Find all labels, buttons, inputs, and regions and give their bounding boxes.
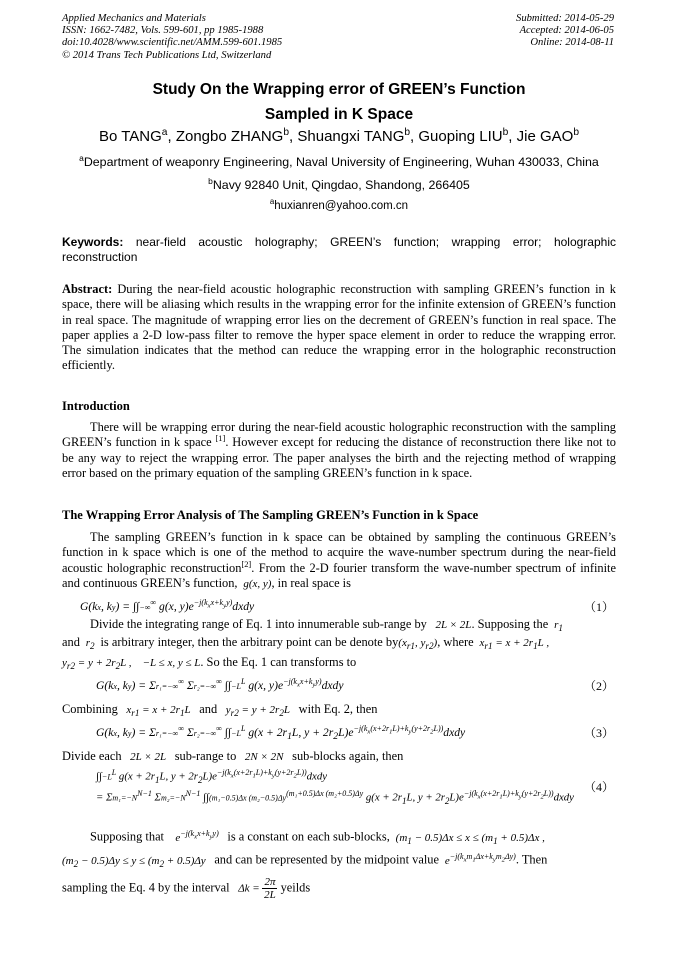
affiliation-a: $^a$Department of weaponry Engineering, Naval University of Engineering, Wuhan 430033, China xyxy=(79,152,599,169)
author-affil-sup: b xyxy=(502,127,509,138)
paper-title-line-1: Study On the Wrapping error of GREEN’s Function xyxy=(152,81,526,98)
doi-line: doi:10.4028/www.scientific.net/AMM.599-601.1985 xyxy=(62,37,283,49)
author-name: Jie GAO xyxy=(516,128,574,145)
text-line: and $r_2$ is arbitrary integer, then the arbitrary point can be denote $by(x_{r1}$, $y_{r2}$), where $x_{r1} = x + 2r_1L$ , xyxy=(62,635,550,652)
author-name: Bo TANG xyxy=(98,128,162,145)
equation-number-3: （3） xyxy=(583,726,614,740)
author-name: Guoping LIU xyxy=(418,128,503,145)
text-line: Supposing that $e^{-j(k_xx+k_yy)}$ is a constant on each sub-blocks, $(m_1 - 0.5)\Delta x \le x \le (m_1 + 0.5)\Delta x$ , xyxy=(90,829,545,846)
keywords-label: Keywords: xyxy=(62,235,124,249)
abstract-label: Abstract: xyxy=(62,282,113,296)
equation-2: G(kx, ky) = Σr₁=−∞∞ Σr₂=−∞∞ $\int\int-L^L$ g(x, $y)e^{-j(k_xx+k_yy)}dxdy$ xyxy=(96,677,344,692)
author-list: Bo TANG$^a$, Zongbo ZHANG$^b$, Shuangxi TANG$^b$, Guoping LIU$^b$, Jie GAO$^b$ xyxy=(98,127,579,145)
citation-ref: [1] xyxy=(215,433,226,444)
keywords-text: near-field acoustic holography; GREEN’s function; wrapping error; holographic reconstruction xyxy=(62,235,616,264)
equation-number-2: （2） xyxy=(583,679,614,693)
author-affil-sup: b xyxy=(404,127,411,138)
author-name: Shuangxi TANG xyxy=(297,128,405,145)
equation-1: G(kx, ky) = ∫∫−∞∞ g(x, $y)e^{-j(k_xx+k_yy)}dxdy$ xyxy=(80,598,255,613)
author-affil-sup: b xyxy=(283,127,290,138)
copyright-line: © 2014 Trans Tech Publications Ltd, Switzerland xyxy=(62,49,272,61)
affiliation-b: $^b$Navy 92840 Unit, Qingdao, Shandong, 266405 xyxy=(208,175,470,192)
fraction-2pi-over-2L: $\frac{2\pi}{2L}$ xyxy=(264,876,276,901)
text-line: Divide the integrating range of Eq. 1 into innumerable sub-range by 2L × 2L. Supposing the $r_1$ xyxy=(90,617,563,634)
author-name: Zongbo ZHANG xyxy=(175,128,284,145)
abstract xyxy=(62,282,616,374)
equation-4-line-1: $\int\int-L^L$ $g(x + 2r_1L$, $y + 2r_2L)e^{-j(k_x(x+2r_1L)+k_y(y+2r_2L))}dxdy$ xyxy=(96,768,328,785)
equation-4-line-2: = $\Sigma m_1=-N^{N-1}$ $\Sigma m_2=-N^{N-1}$ ∫∫(m₁−0.5)Δx $(m_2-0.5)\Delta y^{(m_1+0.5)\Delta x (m_2+0.5)\Delta y}$ $g(x + 2r_1L$, $y + 2r_2L)e^{-j(k_x(x+2r_1L)+k_y(y+2r_2L))}dxdy$ xyxy=(96,789,574,806)
equation-3: G(kx, ky) = Σr₁=−∞∞ Σr₂=−∞∞ $\int\int-L^L$ $g(x + 2r_1L$, $y + 2r_2L)e^{-j(k_x(x+2r_1L)+k_y(y+2r_2L))}dxdy$ xyxy=(96,724,466,743)
text-line: $(m_2 - 0.5)\Delta y \le y \le (m_2 + 0.5)\Delta y$ and can be represented by the midpoint value $e^{-j(k_xm_1\Delta x+k_ym_2\Delta y)}$. Then xyxy=(62,852,548,869)
abstract-text: During the near-field acoustic holographic reconstruction with sampling GREEN’s function in k space, there will be aliasing which results in the wrapping error for the infinite extension of GREEN’s function in real space. The magnitude of wrapping error lies on the decrement of GREEN’s function in real space. The paper applies a 2-D low-pass filter to remove the hyper space element in order to reduce the wrapping error. The simulation indicates that the method can reduce the wrapping error in the holographic reconstruction efficiently. xyxy=(62,282,616,373)
text-line: sampling the Eq. 4 by the interval Δk = $\frac{2\pi}{2L}$ yeilds xyxy=(62,876,311,901)
email-address: huxianren@yahoo.com.cn xyxy=(274,200,409,212)
text-line: $y_{r2} = y + 2r_2L$ , −L ≤ x, y ≤ L. So the Eq. 1 can transforms to xyxy=(62,655,357,672)
section-2-paragraph-1: The sampling GREEN’s function in k space can be obtained by sampling the continuous GREEN’s function in k space which is one of the method to acquire the wave-number spectrum during the near-field acoustic holographic reconstruction[2]. From the 2-D fourier transform the wave-number spectrum of infinite and continuous GREEN’s function, g(x, y), in real space is xyxy=(62,530,616,590)
dates-info xyxy=(516,13,614,50)
citation-ref: [2] xyxy=(241,558,252,569)
equation-number-4: （4） xyxy=(583,780,614,794)
math-inline: g(x, y) xyxy=(240,577,272,590)
intro-heading: Introduction xyxy=(62,399,130,413)
text-line: Divide each 2L × 2L sub-range to 2N × 2N sub-blocks again, then xyxy=(62,749,404,763)
section-2-heading: The Wrapping Error Analysis of The Sampling GREEN’s Function in k Space xyxy=(62,508,479,522)
issn-line: ISSN: 1662-7482, Vols. 599-601, pp 1985-1988 xyxy=(62,25,264,37)
keywords xyxy=(62,235,616,265)
paper-title-line-2: Sampled in K Space xyxy=(264,106,414,123)
journal-info xyxy=(62,13,282,62)
equation-number-1: （1） xyxy=(583,600,614,614)
online-date: Online: 2014-08-11 xyxy=(530,37,614,49)
intro-paragraph: There will be wrapping error during the near-field acoustic holographic reconstruction with the sampling GREEN’s function in k space [1]. However except for reducing the distance of reconstruction there like not to be any way to reject the wrapping error. The paper analyses the birth and the rejecting method of wrapping error based on the primary equation of the sampling GREEN’s function in k space. xyxy=(62,420,616,480)
accepted-date: Accepted: 2014-06-05 xyxy=(519,25,614,37)
text-line: Combining $x_{r1} = x + 2r_1L$ and $y_{r2} = y + 2r_2L$ with Eq. 2, then xyxy=(62,702,378,719)
email-line: $^a$huxianren@yahoo.com.cn xyxy=(269,197,409,212)
journal-name: Applied Mechanics and Materials xyxy=(62,13,206,24)
submitted-date: Submitted: 2014-05-29 xyxy=(516,13,614,24)
author-affil-sup: a xyxy=(161,127,168,138)
author-affil-sup: b xyxy=(573,127,579,138)
